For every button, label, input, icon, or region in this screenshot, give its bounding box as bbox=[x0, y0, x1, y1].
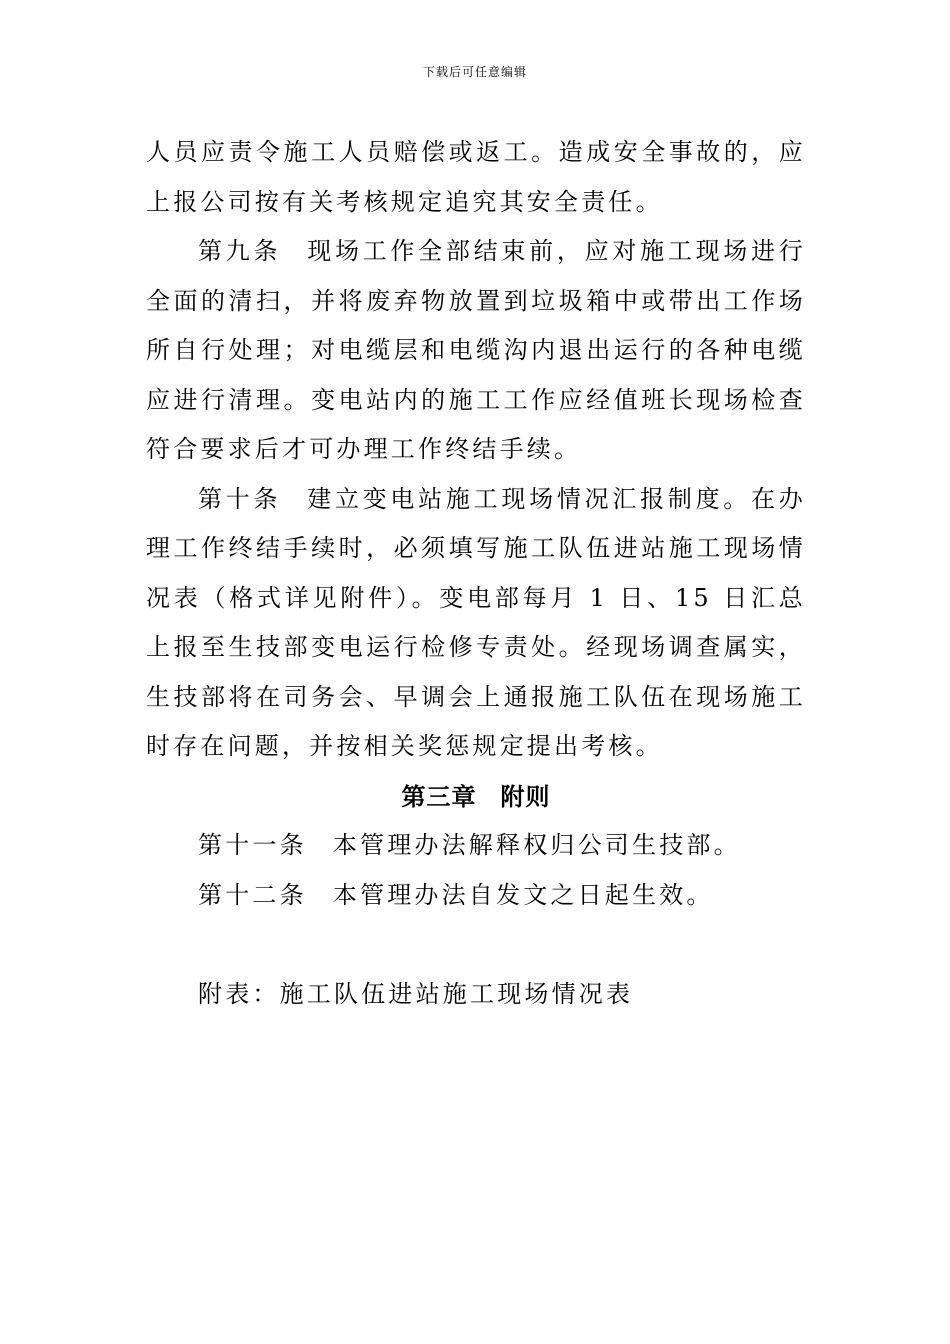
article-11-text: 本管理办法解释权归公司生技部。 bbox=[332, 831, 741, 859]
article-10-text: 建立变电站施工现场情况汇报制度。在办理工作终结手续时，必须填写施工队伍进站施工现场情况表（格式详见附件）。变电部每月 1 日、15 日汇总上报至生技部变电运行检修专责处。经现场调查属实，生技部将在司务会、早调会上通报施工队伍在现场施工时存在问题，并按相关奖惩规定提出考核。 bbox=[146, 484, 806, 760]
chapter-heading bbox=[146, 772, 806, 822]
article-11-label: 第十一条 bbox=[198, 831, 307, 859]
article-9-text: 现场工作全部结束前，应对施工现场进行全面的清扫，并将废弃物放置到垃圾箱中或带出工作场所自行处理；对电缆层和电缆沟内退出运行的各种电缆应进行清理。变电站内的施工工作应经值班长现场检查符合要求后才可办理工作终结手续。 bbox=[146, 237, 806, 463]
article-10 bbox=[146, 475, 806, 772]
paragraph-continuation: 人员应责令施工人员赔偿或返工。造成安全事故的，应上报公司按有关考核规定追究其安全责任。 bbox=[146, 138, 806, 216]
article-12 bbox=[146, 871, 806, 921]
chapter-number: 第三章 bbox=[401, 781, 477, 811]
article-12-label: 第十二条 bbox=[198, 880, 307, 909]
article-10-label: 第十条 bbox=[198, 484, 282, 513]
article-9-label: 第九条 bbox=[198, 237, 282, 265]
blank-line bbox=[146, 920, 806, 970]
article-12-text: 本管理办法自发文之日起生效。 bbox=[332, 880, 714, 909]
attachment-note: 附表：施工队伍进站施工现场情况表 bbox=[198, 979, 634, 1008]
article-11 bbox=[146, 821, 806, 871]
chapter-title: 附则 bbox=[500, 781, 551, 811]
page-header-note: 下载后可任意编辑 bbox=[422, 65, 527, 79]
article-9 bbox=[146, 227, 806, 475]
document-body bbox=[146, 128, 806, 1019]
